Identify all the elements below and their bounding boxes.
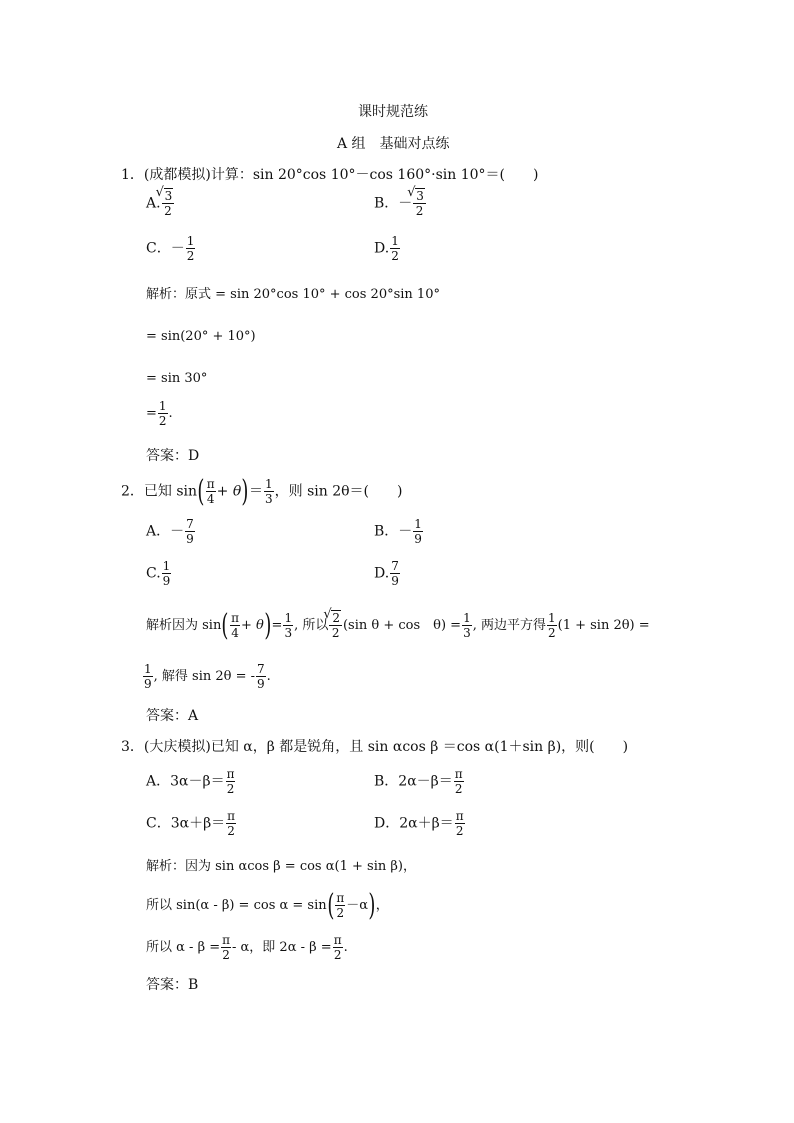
q2-answer: 答案：A [146, 708, 199, 724]
q3-answer: 答案：B [146, 977, 199, 993]
q1-solution-line1: 解析：原式 = sin 20°cos 10° + cos 20°sin 10° [146, 287, 440, 302]
q1-option-a: A. √ $\frac{3}{2}$ [146, 190, 175, 217]
q2-solution-line1: 解析因为 sin( $\frac{\pi}{4}$ + θ)= $\frac{1}{3}$ , 所以 √ $\frac{2}{2}$ (sin θ + cos θ) = $\frac{1}{3}$ , 两边平方得 $\frac{1}{2}$ (1 + sin 2θ) = [146, 612, 650, 639]
q1-option-b-fraction: √ $\frac{3}{2}$ [413, 190, 426, 217]
q3-stem: (大庆模拟)已知 α，β 都是锐角，且 sin αcos β ＝cos α(1＋sin β)，则( ) [143, 739, 629, 755]
q1-option-d-fraction: $\frac{1}{2}$ [391, 234, 399, 263]
q3-option-b: B．2α－β＝ $\frac{\pi}{2}$ [374, 767, 463, 796]
q3-option-c: C．3α＋β＝ $\frac{\pi}{2}$ [146, 809, 236, 838]
q2-number: 2． [121, 483, 144, 500]
q2-option-a: A．－ $\frac{7}{9}$ [146, 517, 194, 546]
q3-solution-line3: 所以 α - β = $\frac{\pi}{2}$ - α，即 2α - β = $\frac{\pi}{2}$ . [146, 933, 348, 962]
q1-number: 1． [121, 167, 144, 183]
q2-option-d: D. $\frac{7}{9}$ [374, 559, 399, 588]
q1-option-c: C．－ $\frac{1}{2}$ [146, 234, 195, 263]
q3-number: 3． [121, 739, 144, 755]
q3-option-d: D．2α＋β＝ $\frac{\pi}{2}$ [374, 809, 464, 838]
q1-stem: (成都模拟)计算：sin 20°cos 10°－cos 160°·sin 10°＝( ) [143, 167, 539, 183]
q3-solution-line1: 解析：因为 sin αcos β = cos α(1 + sin β)， [146, 859, 416, 874]
q1-option-c-fraction: $\frac{1}{2}$ [186, 234, 195, 263]
page-title: 课时规范练 [358, 104, 428, 120]
q3-stem-row [121, 740, 628, 754]
q1-solution-line4: = $\frac{1}{2}$ . [146, 399, 173, 428]
q1-answer: 答案：D [146, 448, 200, 464]
q1-stem-row [121, 168, 538, 182]
q1-option-a-fraction: √ $\frac{3}{2}$ [162, 190, 175, 217]
q2-solution-line2: $\frac{1}{9}$ , 解得 sin 2θ = - $\frac{7}{9}$ . [144, 662, 271, 691]
q3-option-a: A．3α－β＝ $\frac{\pi}{2}$ [146, 767, 235, 796]
q1-solution-line3: = sin 30° [146, 371, 208, 386]
q2-stem-row: 2．已知 sin( $\frac{\pi}{4}$ + θ)＝ $\frac{1}{3}$ ，则 sin 2θ＝( ) [121, 474, 403, 509]
q3-solution-line2: 所以 sin(α - β) = cos α = sin( $\frac{\pi}{2}$ －α)， [146, 888, 389, 923]
q1-solution-line2: = sin(20° + 10°) [146, 329, 256, 344]
q1-option-b: B．－ √ $\frac{3}{2}$ [374, 190, 427, 217]
group-title: A 组 基础对点练 [337, 136, 450, 152]
q2-option-c: C. $\frac{1}{9}$ [146, 559, 171, 588]
q2-option-b: B．－ $\frac{1}{9}$ [374, 517, 422, 546]
q1-option-d: D. $\frac{1}{2}$ [374, 234, 399, 263]
